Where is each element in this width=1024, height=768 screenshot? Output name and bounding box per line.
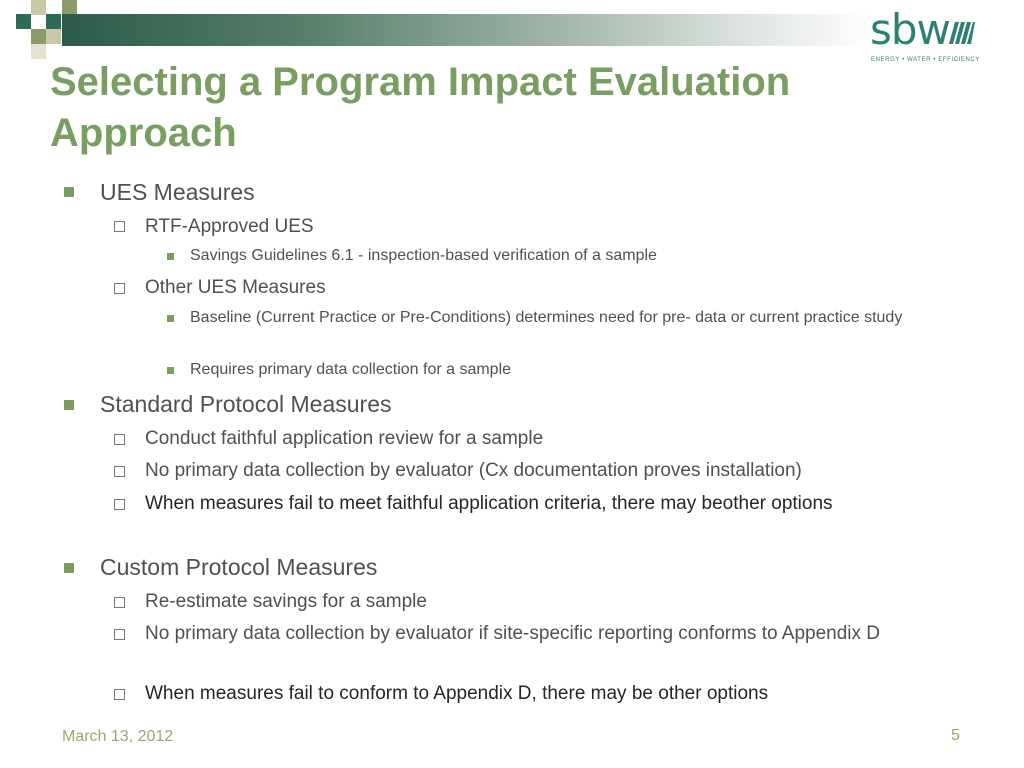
bullet-marker bbox=[64, 400, 74, 410]
logo-wordmark: sbw bbox=[870, 5, 950, 54]
slide-title-line-2: Approach bbox=[50, 111, 237, 155]
slide-title-line-1: Selecting a Program Impact Evaluation bbox=[50, 60, 791, 104]
sub-bullet-faithful-review: Conduct faithful application review for a sample bbox=[145, 428, 544, 449]
bullet-custom-protocol: Custom Protocol Measures bbox=[100, 554, 378, 580]
sub-sub-bullet-marker bbox=[167, 315, 174, 322]
decor-square bbox=[46, 29, 61, 44]
sub-bullet-marker bbox=[114, 597, 125, 608]
sub-bullet-marker bbox=[114, 466, 125, 477]
sub-bullet-marker bbox=[114, 434, 125, 445]
sub-bullet-marker bbox=[114, 629, 125, 640]
page-number: 5 bbox=[951, 727, 960, 744]
decor-square bbox=[46, 14, 61, 29]
decor-square bbox=[31, 44, 46, 59]
sub-sub-bullet-baseline: Baseline (Current Practice or Pre-Conditions) determines need for pre- data or current practice study bbox=[190, 309, 903, 326]
sub-bullet-marker bbox=[114, 689, 125, 700]
slide-title bbox=[50, 57, 950, 159]
footer-date: March 13, 2012 bbox=[62, 728, 174, 745]
sub-sub-bullet-marker bbox=[167, 253, 174, 260]
logo-tagline: ENERGY • WATER • EFFICIENCY bbox=[871, 57, 980, 63]
sub-sub-bullet-marker bbox=[167, 367, 174, 374]
sub-sub-bullet-savings-guidelines: Savings Guidelines 6.1 - inspection-based verification of a sample bbox=[190, 247, 657, 264]
sub-bullet-marker bbox=[114, 221, 125, 232]
sub-bullet-marker bbox=[114, 499, 125, 510]
bullet-standard-protocol: Standard Protocol Measures bbox=[100, 391, 392, 417]
bullet-ues-measures: UES Measures bbox=[100, 179, 255, 205]
sub-bullet-fail-faithful: When measures fail to meet faithful application criteria, there may beother options bbox=[145, 493, 833, 514]
sub-bullet-re-estimate: Re-estimate savings for a sample bbox=[145, 591, 427, 612]
sub-bullet-other-ues: Other UES Measures bbox=[145, 277, 326, 298]
decor-square bbox=[16, 14, 31, 29]
sub-bullet-marker bbox=[114, 283, 125, 294]
decor-square bbox=[31, 29, 46, 44]
sub-bullet-fail-appendix: When measures fail to conform to Appendix D, there may be other options bbox=[145, 683, 769, 704]
decor-square bbox=[62, 0, 77, 15]
bullet-marker bbox=[64, 187, 74, 197]
bullet-marker bbox=[64, 563, 74, 573]
sub-bullet-rtf-approved: RTF-Approved UES bbox=[145, 216, 314, 237]
logo-slashes-icon bbox=[949, 20, 975, 46]
sub-sub-bullet-requires-primary: Requires primary data collection for a sample bbox=[190, 361, 512, 378]
sub-bullet-no-primary-appendix: No primary data collection by evaluator if site-specific reporting conforms to Appendix D bbox=[145, 623, 881, 644]
decor-square bbox=[31, 0, 46, 15]
sub-bullet-no-primary-cx: No primary data collection by evaluator (Cx documentation proves installation) bbox=[145, 460, 802, 481]
header-gradient-bar bbox=[62, 14, 872, 46]
